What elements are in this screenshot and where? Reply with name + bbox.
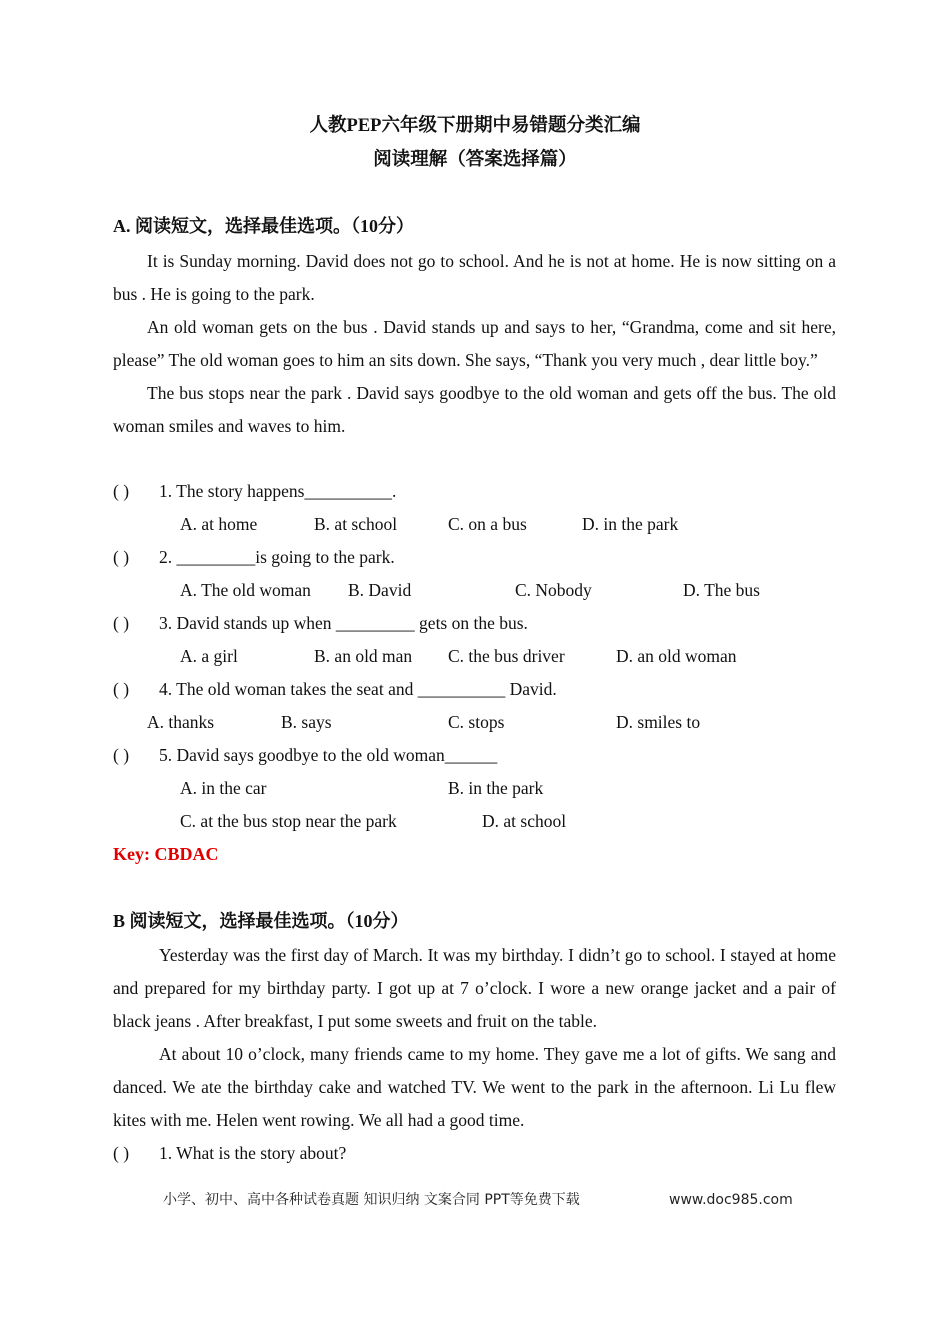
answer-blank: ( ) xyxy=(113,613,130,633)
question-a3 xyxy=(113,607,528,640)
section-a-paragraph: An old woman gets on the bus . David stands up and says to her, “Grandma, come and sit here, please” The old woman goes to him an sits down. She says, “Thank you very much , dear little boy.” xyxy=(113,317,836,370)
question-text: 1. The story happens__________. xyxy=(159,481,397,501)
section-b-heading: B 阅读短文，选择最佳选项。（10分） xyxy=(113,911,409,931)
option-b: B. David xyxy=(348,580,412,600)
option-c: C. Nobody xyxy=(515,580,592,600)
option-d: D. in the park xyxy=(582,514,679,534)
option-b: B. at school xyxy=(314,514,398,534)
section-a-paragraph: The bus stops near the park . David says goodbye to the old woman and gets off the bus. The old woman smiles and waves to him. xyxy=(113,383,836,436)
answer-blank: ( ) xyxy=(113,481,130,501)
answer-blank: ( ) xyxy=(113,1143,130,1163)
option-c: C. stops xyxy=(448,712,505,732)
question-text: 5. David says goodbye to the old woman______ xyxy=(159,745,498,765)
option-a: A. thanks xyxy=(147,712,215,732)
question-a4 xyxy=(113,673,557,706)
option-c: C. the bus driver xyxy=(448,646,565,666)
option-a: A. The old woman xyxy=(180,580,311,600)
option-c: C. at the bus stop near the park xyxy=(180,811,397,831)
option-b: B. an old man xyxy=(314,646,413,666)
footer-url[interactable]: www.doc985.com xyxy=(669,1192,793,1208)
document-subtitle: 阅读理解（答案选择篇） xyxy=(373,150,577,170)
section-a-passage xyxy=(113,245,836,443)
option-d: D. The bus xyxy=(683,580,760,600)
question-a2 xyxy=(113,541,395,574)
answer-key: Key: CBDAC xyxy=(113,844,219,864)
question-a1 xyxy=(113,475,396,508)
option-d: D. smiles to xyxy=(616,712,701,732)
answer-blank: ( ) xyxy=(113,679,130,699)
option-c: C. on a bus xyxy=(448,514,527,534)
question-text: 2. _________is going to the park. xyxy=(159,547,395,567)
option-b: B. in the park xyxy=(448,778,544,798)
footer-text: 小学、初中、高中各种试卷真题 知识归纳 文案合同 PPT等免费下载 xyxy=(163,1192,580,1208)
section-b-passage xyxy=(113,939,836,1137)
option-d: D. at school xyxy=(482,811,567,831)
section-a-paragraph: It is Sunday morning. David does not go to school. And he is not at home. He is now sitting on a bus . He is going to the park. xyxy=(113,251,836,304)
option-a: A. at home xyxy=(180,514,258,534)
option-a: A. in the car xyxy=(180,778,267,798)
option-d: D. an old woman xyxy=(616,646,737,666)
question-text: 4. The old woman takes the seat and __________ David. xyxy=(159,679,557,699)
answer-blank: ( ) xyxy=(113,547,130,567)
option-b: B. says xyxy=(281,712,332,732)
answer-blank: ( ) xyxy=(113,745,130,765)
section-b-paragraph: Yesterday was the first day of March. It was my birthday. I didn’t go to school. I stayed at home and prepared for my birthday party. I got up at 7 o’clock. I wore a new orange jacket and a pair of black jeans . After breakfast, I put some sweets and fruit on the table. xyxy=(113,945,836,1031)
question-text: 1. What is the story about? xyxy=(159,1143,347,1163)
question-a5 xyxy=(113,739,497,772)
question-text: 3. David stands up when _________ gets on the bus. xyxy=(159,613,528,633)
question-b1 xyxy=(113,1137,346,1170)
section-b-paragraph: At about 10 o’clock, many friends came to my home. They gave me a lot of gifts. We sang and danced. We ate the birthday cake and watched TV. We went to the park in the afternoon. Li Lu flew kites with me. Helen went rowing. We all had a good time. xyxy=(113,1044,836,1130)
section-a-heading: A. 阅读短文，选择最佳选项。（10分） xyxy=(113,216,414,236)
document-title: 人教PEP六年级下册期中易错题分类汇编 xyxy=(309,116,641,136)
option-a: A. a girl xyxy=(180,646,238,666)
